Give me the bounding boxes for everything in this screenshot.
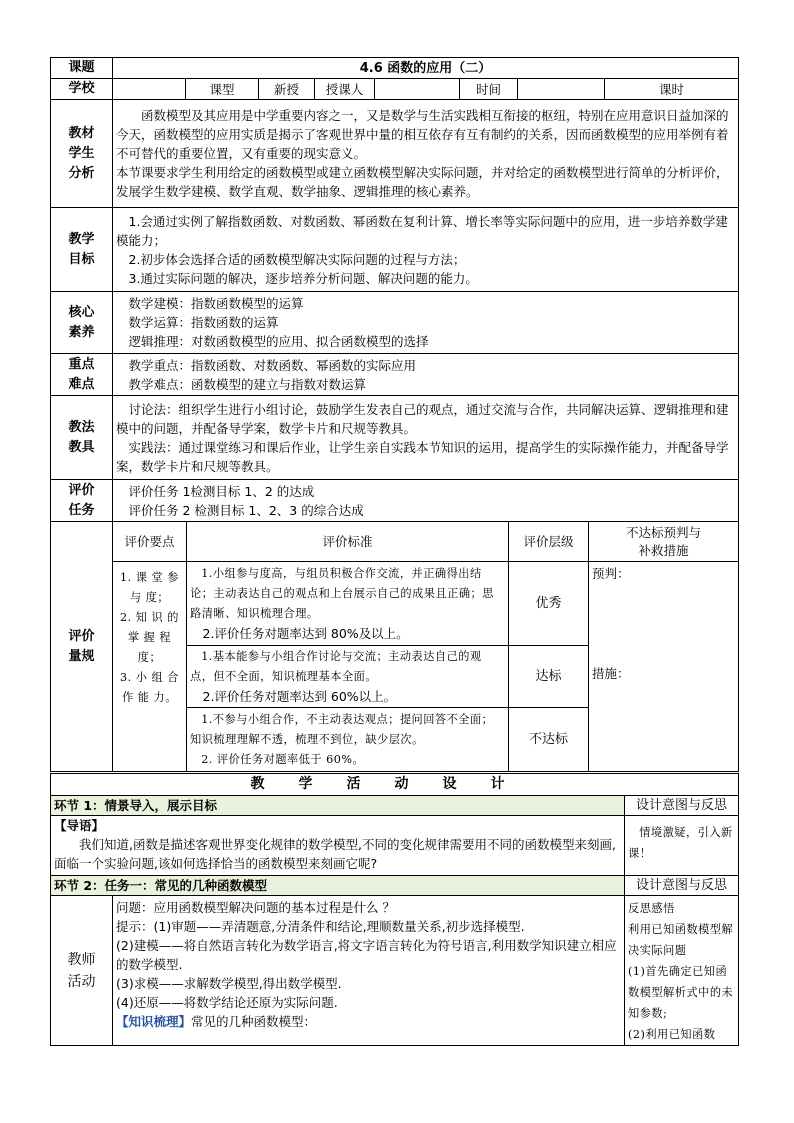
key-row	[51, 354, 739, 396]
rubric-header-points: 评价要点	[113, 522, 187, 562]
rubric-standard-2: 2.评价任务对题率达到 80%及以上。	[202, 626, 409, 641]
section1-text: 我们知道,函数是描述客观世界变化规律的数学模型,不同的变化规律需要用不同的函数模型来刻画,面临一个实验问题,该如何选择恰当的函数模型来刻画它呢?	[54, 837, 616, 871]
method-item: 讨论法：组织学生进行小组讨论，鼓励学生发表自己的观点，通过交流与合作，共同解决运算、逻辑推理和建模中的问题，并配备导学案，数学卡片和尺规等教具。	[116, 401, 729, 436]
time-value	[518, 79, 605, 100]
topic-label: 课题	[51, 58, 113, 79]
rubric-standard-2: 2.评价任务对题率达到 60%以上。	[202, 689, 397, 704]
section2-design-label: 设计意图与反思	[625, 876, 739, 896]
rubric-standard: 1.不参与小组合作，不主动表达观点；提问回答不全面；知识梳理理解不透，梳理不到位，缺少层次。	[190, 712, 494, 746]
section2-content-row	[51, 896, 739, 1046]
knowledge-tag: 【知识梳理】	[116, 1014, 192, 1029]
section2-step: (3)求模——求解数学模型,得出数学模型.	[116, 976, 342, 991]
goals-row	[51, 208, 739, 292]
section2-step: (4)还原——将数学结论还原为实际问题.	[116, 995, 338, 1010]
section1-content	[51, 816, 625, 876]
rubric-header-level: 评价层级	[509, 522, 589, 562]
type-label: 课型	[186, 79, 259, 100]
core-label: 核心 素养	[51, 292, 113, 354]
evaluation-task-content	[113, 480, 739, 522]
section1-content-row	[51, 816, 739, 876]
school-label: 学校	[51, 79, 113, 100]
key-item: 教学重点：指数函数、对数函数、幂函数的实际应用	[128, 357, 417, 373]
method-content	[113, 396, 739, 480]
core-item: 数学建模：指数函数模型的运算	[128, 296, 304, 311]
section2-step: (2)建模——将自然语言转化为数学语言,将文字语言转化为符号语言,利用数学知识建立相应的数学模型.	[116, 938, 617, 972]
section2-knowledge	[116, 1012, 621, 1031]
core-item: 数学运算：指数函数的运算	[128, 315, 279, 330]
rubric-remedy-cell	[589, 562, 739, 772]
goals-label: 教学 目标	[51, 208, 113, 292]
lesson-plan-table	[50, 57, 739, 522]
rubric-table	[50, 521, 739, 772]
prejudge-label: 预判：	[592, 566, 630, 581]
section1-design-label: 设计意图与反思	[625, 796, 739, 816]
rubric-standard-cell	[187, 708, 509, 772]
rubric-standard-cell	[187, 562, 509, 646]
rubric-standard-2: 2. 评价任务对题率低于 60%。	[201, 752, 365, 766]
goal-item: 2.初步体会选择合适的函数模型解决实际问题的过程与方法；	[128, 251, 466, 267]
section1-header-row	[51, 796, 739, 816]
method-row	[51, 396, 739, 480]
method-label: 教法 教具	[51, 396, 113, 480]
rubric-row	[51, 562, 739, 646]
analysis-content	[113, 100, 739, 208]
core-item: 逻辑推理：对数函数模型的应用、拟合函数模型的选择	[128, 334, 429, 349]
type-value: 新授	[259, 79, 315, 100]
meta-row	[51, 79, 739, 100]
activity-title-row	[51, 774, 739, 796]
goal-item: 3.通过实际问题的解决，逐步培养分析问题、解决问题的能力。	[128, 270, 478, 286]
teacher-value	[375, 79, 460, 100]
section2-question: 问题：应用函数模型解决问题的基本过程是什么 ？	[116, 900, 395, 915]
goal-item: 1.会通过实例了解指数函数、对数函数、幂函数在复利计算、增长率等实际问题中的应用，进一步培养数学建模能力；	[116, 213, 728, 248]
topic-row	[51, 58, 739, 79]
time-label: 时间	[460, 79, 518, 100]
analysis-row	[51, 100, 739, 208]
core-row	[51, 292, 739, 354]
teacher-label: 授课人	[315, 79, 375, 100]
section2-side-label: 教师 活动	[51, 896, 113, 1046]
rubric-level: 优秀	[509, 562, 589, 646]
rubric-standard: 1.小组参与度高，与组员积极合作交流，并正确得出结论；主动表达自己的观点和上台展示自己的成果且正确；思路清晰、知识梳理合理。	[190, 567, 494, 620]
section1-title: 环节 1：情景导入，展示目标	[51, 796, 625, 816]
topic-value: 4.6 函数的应用（二）	[113, 58, 739, 79]
rubric-header-row	[51, 522, 739, 562]
key-item: 教学难点：函数模型的建立与指数对数运算	[128, 376, 367, 392]
rubric-standard: 1.基本能参与小组合作讨论与交流；主动表达自己的观点，但不全面，知识梳理基本全面。	[190, 650, 482, 683]
evaluation-task-item: 评价任务 2 检测目标 1、2、3 的综合达成	[128, 502, 364, 518]
knowledge-text: 常见的几种函数模型：	[191, 1014, 317, 1029]
goals-content	[113, 208, 739, 292]
method-item: 实践法：通过课堂练习和课后作业，让学生亲自实践本节知识的运用，提高学生的实际操作能力，并配备导学案，数学卡片和尺规等教具。	[116, 439, 729, 474]
section2-hint: 提示：(1)审题——弄清题意,分清条件和结论,理顺数量关系,初步选择模型.	[116, 919, 525, 934]
evaluation-task-item: 评价任务 1检测目标 1、2 的达成	[128, 483, 315, 499]
section2-title: 环节 2：任务一：常见的几种函数模型	[51, 876, 625, 896]
key-label: 重点 难点	[51, 354, 113, 396]
section1-sub-label: 【导语】	[54, 818, 105, 833]
key-content	[113, 354, 739, 396]
section1-note: 情境激疑，引入新课！	[625, 816, 739, 876]
measures-label: 措施：	[592, 666, 630, 681]
section2-content	[113, 896, 625, 1046]
rubric-label: 评价 量规	[51, 522, 113, 772]
activity-table	[50, 773, 739, 1046]
core-content	[113, 292, 739, 354]
section2-header-row	[51, 876, 739, 896]
rubric-header-standard: 评价标准	[187, 522, 509, 562]
rubric-level: 达标	[509, 646, 589, 708]
rubric-header-remedy: 不达标预判与 补救措施	[589, 522, 739, 562]
hours-label: 课时	[605, 79, 739, 100]
activity-title: 教学活动设计	[51, 774, 739, 796]
rubric-standard-cell	[187, 646, 509, 708]
analysis-label: 教材 学生 分析	[51, 100, 113, 208]
analysis-paragraph: 本节课要求学生利用给定的函数模型或建立函数模型解决实际问题，并对给定的函数模型进行简单的分析评价，发展学生数学建模、数学直观、数学抽象、逻辑推理的核心素养。	[116, 165, 729, 199]
rubric-points: 1. 课 堂 参 与 度； 2. 知 识 的 掌 握 程 度； 3. 小 组 合 作 能 力。	[113, 562, 187, 772]
evaluation-task-label: 评价 任务	[51, 480, 113, 522]
analysis-paragraph: 函数模型及其应用是中学重要内容之一，又是数学与生活实践相互衔接的枢纽，特别在应用意识日益加深的今天，函数模型的应用实质是揭示了客观世界中量的相互依存有互有制约的关系，因而函数模型的应用举例有着不可替代的重要位置，又有重要的现实意义。	[116, 108, 729, 161]
school-value	[113, 79, 186, 100]
evaluation-task-row	[51, 480, 739, 522]
section2-note: 反思感悟 利用已知函数模型解决实际问题 (1)首先确定已知函数模型解析式中的未知参数; (2)利用已知函数	[625, 896, 739, 1046]
rubric-level: 不达标	[509, 708, 589, 772]
